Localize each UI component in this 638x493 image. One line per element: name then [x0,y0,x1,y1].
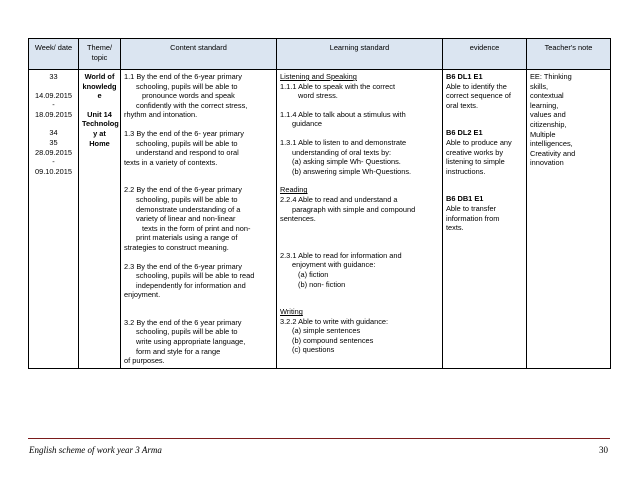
week-date: 09.10.2015 [35,166,72,176]
skill-heading-reading: Reading [280,185,308,195]
learning-standard-2-2-4: 2.2.4 Able to read and understand a [280,194,398,204]
header-content-standard: Content standard [121,39,277,70]
evidence-code: B6 DL2 E1 [446,128,483,138]
note-text: intelligences, [530,139,573,149]
learning-text: guidance [292,119,322,129]
week-date-dash: - [52,100,55,110]
content-text: form and style for a range [136,346,221,356]
theme-topic-cell [79,70,121,369]
header-theme-topic: Theme/ topic [79,39,121,70]
page-number: 30 [599,445,608,455]
note-text: contextual [530,91,564,101]
skill-heading-listening-speaking: Listening and Speaking [280,72,357,81]
evidence-text: information from [446,213,500,223]
content-text: schooling, pupils will be able to [136,81,238,91]
header-learning-standard: Learning standard [277,39,443,70]
learning-text: understanding of oral texts by: [292,147,392,157]
footer-title: English scheme of work year 3 Arma [29,445,162,455]
content-standard-2-3: 2.3 By the end of the 6-year primary [124,261,242,271]
content-text: schooling, pupils will be able to read [136,271,255,281]
header-week-date: Week/ date [29,39,79,70]
learning-text: (a) fiction [298,269,329,279]
note-text: values and [530,110,566,120]
header-evidence: evidence [443,39,527,70]
scheme-of-work-table [28,38,611,369]
content-text: pronounce words and speak [142,91,235,101]
learning-text: (a) simple sentences [292,326,361,336]
learning-text: (b) answering simple Wh-Questions. [292,166,412,176]
week-date: 18.09.2015 [35,109,72,119]
learning-standard-2-3-1: 2.3.1 Able to read for information and [280,250,402,260]
content-standard-2-2: 2.2 By the end of the 6-year primary [124,185,242,195]
note-text: EE: Thinking [530,72,572,81]
content-text: independently for information and [136,280,246,290]
content-text: enjoyment. [124,290,161,300]
learning-text: (b) compound sentences [292,335,374,345]
week-date-dash: - [52,157,55,167]
content-text: print materials using a range of [136,233,238,243]
evidence-text: Able to identify the [446,81,507,91]
note-text: Creativity and [530,148,576,158]
content-text: texts in a variety of contexts. [124,157,218,167]
evidence-text: Able to transfer [446,203,497,213]
learning-standard-3-2-2: 3.2.2 Able to write with guidance: [280,316,389,326]
learning-text: paragraph with simple and compound [292,204,416,214]
content-text: demonstrate understanding of a [136,204,241,214]
teachers-note-cell [527,70,611,369]
evidence-text: instructions. [446,166,486,176]
content-text: schooling, pupils will be able to [136,138,238,148]
week-number: 33 [49,72,58,81]
note-text: citizenship, [530,119,567,129]
evidence-text: listening to simple [446,157,505,167]
content-standard-3-2: 3.2 By the end of the 6 year primary [124,317,242,327]
content-text: texts in the form of print and non- [142,223,251,233]
evidence-cell [443,70,527,369]
content-standard-cell [121,70,277,369]
evidence-text: oral texts. [446,100,479,110]
learning-text: word stress. [298,91,338,101]
note-text: innovation [530,158,564,168]
week-date: 14.09.2015 [35,90,72,100]
unit-text: Technolog [82,119,119,129]
learning-text: (a) asking simple Wh- Questions. [292,157,401,167]
content-text: understand and respond to oral [136,148,239,158]
evidence-text: Able to produce any [446,137,512,147]
theme-text: World of [84,72,115,81]
header-teachers-note: Teacher's note [527,39,611,70]
page-footer [28,438,610,455]
table-row [29,70,611,369]
learning-text: enjoyment with guidance: [292,260,376,270]
evidence-text: correct sequence of [446,91,511,101]
learning-text: sentences. [280,214,316,224]
skill-heading-writing: Writing [280,307,303,317]
content-text: of purposes. [124,356,165,366]
content-text: schooling, pupils will be able to [136,194,238,204]
unit-text: y at Home [89,128,110,148]
learning-standard-1-3-1: 1.3.1 Able to listen to and demonstrate [280,137,407,147]
content-text: variety of linear and non-linear [136,214,236,224]
content-standard-1-1: 1.1 By the end of the 6-year primary [124,72,242,81]
learning-text: (b) non- fiction [298,279,346,289]
evidence-text: creative works by [446,147,504,157]
week-number: 35 [49,137,58,147]
note-text: Multiple [530,129,556,139]
theme-text: e [97,91,102,101]
content-text: write using appropriate language, [136,337,246,347]
learning-standard-1-1-4: 1.1.4 Able to talk about a stimulus with [280,109,406,119]
unit-text: Unit 14 [87,109,112,119]
learning-standard-cell [277,70,443,369]
evidence-text: texts. [446,223,464,233]
evidence-code: B6 DB1 E1 [446,194,484,204]
table-header-row [29,39,611,70]
content-text: rhythm and intonation. [124,110,198,120]
note-text: skills, [530,81,549,91]
week-date: 28.09.2015 [35,147,72,157]
theme-text: knowledg [82,81,117,91]
week-number: 34 [49,128,58,138]
learning-text: (c) questions [292,345,335,355]
content-text: strategies to construct meaning. [124,242,229,252]
content-text: confidently with the correct stress, [136,100,248,110]
note-text: learning, [530,100,559,110]
content-standard-1-3: 1.3 By the end of the 6- year primary [124,128,244,138]
content-text: schooling, pupils will be able to [136,327,238,337]
week-date-cell [29,70,79,369]
learning-standard-1-1-1: 1.1.1 Able to speak with the correct [280,81,396,91]
evidence-code: B6 DL1 E1 [446,72,483,81]
